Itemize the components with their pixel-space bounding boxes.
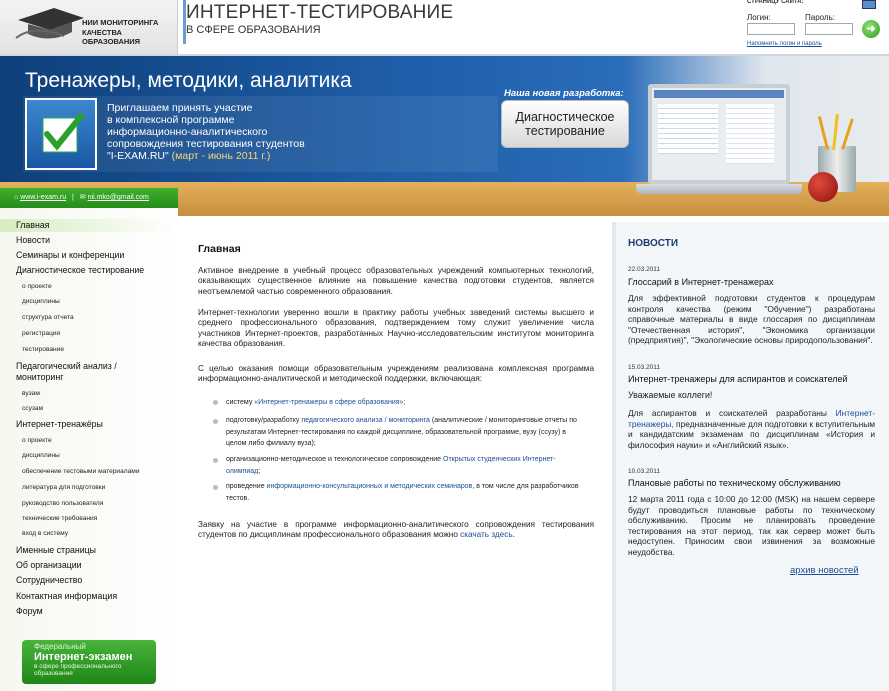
banner-text-line: сопровождения тестирования студентов <box>107 138 305 150</box>
news-archive-link[interactable]: архив новостей <box>790 565 859 576</box>
bullet-dot <box>213 400 218 405</box>
news-text-part: Для аспирантов и соискателей разработаны <box>628 408 836 418</box>
nav-subitem-testing[interactable]: тестирование <box>22 346 65 353</box>
news-text: Для эффективной подготовки студентов к процедурам контроля качества (режим "Обучение") разработаны справочные материалы в виде глоссария по дисциплинам "Отечественная история", "Экономика организации (предприятия)", "Экологические основы природопользования". <box>628 293 875 346</box>
contacts-bar <box>0 188 178 208</box>
mail-icon: ✉ <box>79 194 88 201</box>
nav-subitem-disciplines[interactable]: дисциплины <box>22 298 60 305</box>
news-title: НОВОСТИ <box>628 238 679 249</box>
news-date: 10.03.2011 <box>628 468 661 475</box>
bullet-text: ; <box>403 399 406 406</box>
nav-item-seminars[interactable]: Семинары и конференции <box>16 250 125 260</box>
pencil-image <box>832 114 839 150</box>
bullet-text: организационно-методическое и технологическое сопровождение <box>226 456 444 463</box>
program-name: "I-EXAM.RU" <box>107 150 169 162</box>
news-text-part: предназначенные для подготовки к вступительным и кандидатским экзаменам по дисциплинам «История и философия науки» и «Английский язык». <box>628 418 876 450</box>
nav-item-diagnostic[interactable]: Диагностическое тестирование <box>16 265 145 275</box>
bullet-item <box>226 415 586 450</box>
news-text <box>628 408 875 450</box>
internet-tech-paragraph: Интернет-технологии уверенно вошли в практику работы учебных заведений системы высшего и среднего профессионального образования, подтверждением тому служит увеличение числа участников Интернет-проектов, разработанных Научно-исследовательским институтом мониторинга качества образования. <box>198 308 594 349</box>
login-input[interactable] <box>747 23 795 35</box>
federal-line2: Интернет-экзамен <box>34 651 133 663</box>
federal-line1: Федеральный <box>34 642 86 651</box>
trainers-news-link[interactable]: Интернет-тренажеры, <box>628 408 875 429</box>
bullet-dot <box>213 419 218 424</box>
logo-line1: НИИ МОНИТОРИНГА <box>82 18 159 27</box>
diagnostic-testing-button[interactable] <box>501 100 629 148</box>
password-label: Пароль: <box>805 13 835 22</box>
nav-subitem-about[interactable]: о проекте <box>22 283 52 290</box>
seminars-link[interactable]: информационно-консультационных и методических семинаров <box>266 483 473 490</box>
nav-subitem-trainers-disciplines[interactable]: дисциплины <box>22 452 60 459</box>
apple-image <box>808 172 838 202</box>
news-greeting: Уважаемые коллеги! <box>628 390 713 400</box>
new-dev-label: Наша новая разработка: <box>504 88 624 99</box>
download-link[interactable]: скачать здесь <box>460 530 513 540</box>
home-small-icon: ⌂ <box>14 194 21 201</box>
email-link[interactable]: nii.mko@gmail.com <box>87 194 149 201</box>
home-icon[interactable] <box>862 0 876 9</box>
trainers-link[interactable]: «Интернет-тренажеры в сфере образования» <box>254 399 404 406</box>
nav-subitem-registration[interactable]: регистрация <box>22 330 61 337</box>
nav-item-contacts[interactable]: Контактная информация <box>16 591 118 601</box>
bullet-item <box>226 397 586 409</box>
diag-button-line: Диагностическое <box>515 110 615 124</box>
logo[interactable] <box>0 0 178 54</box>
nav-item-cooperation[interactable]: Сотрудничество <box>16 575 83 585</box>
page-title: Главная <box>198 243 241 255</box>
nav-subitem-literature[interactable]: литература для подготовки <box>22 484 106 491</box>
login-form <box>747 0 889 54</box>
news-headline[interactable]: Интернет-тренажеры для аспирантов и соискателей <box>628 374 848 384</box>
nav-subitem-login[interactable]: вход в систему <box>22 530 69 537</box>
header <box>0 0 889 56</box>
application-paragraph <box>198 520 594 541</box>
federal-line3: в сфере профессионального <box>34 663 122 670</box>
password-input[interactable] <box>805 23 853 35</box>
news-text: 12 марта 2011 года с 10:00 до 12:00 (MSK) на нашем сервере будут проводиться плановые работы по техническому обслуживанию. Просим не планировать проведение тестирования на этот период, так как сервер может быть недоступен. Приносим свои извинения за возможные неудобства. <box>628 494 875 557</box>
banner-text-line: информационно-аналитического <box>107 126 268 138</box>
bullet-dot <box>213 458 218 463</box>
banner-text-line: в комплексной программе <box>107 114 235 126</box>
nav-subitem-report-structure[interactable]: структура отчета <box>22 314 74 321</box>
nav-subitem-test-materials[interactable]: обеспечение тестовыми материалами <box>22 468 140 475</box>
nav-item-forum[interactable]: Форум <box>16 606 43 616</box>
bullet-text: подготовку/разработку <box>226 417 302 424</box>
nav-subitem-tech-req[interactable]: технические требования <box>22 515 98 522</box>
application-text: Заявку на участие в программе информационно-аналитического сопровождения тестирования студентов по дисциплинам профессионального образования можно <box>198 520 594 540</box>
news-headline[interactable]: Глоссарий в Интернет-тренажерах <box>628 277 774 287</box>
bullet-text: (аналитические / мониторинговые отчеты по результатам Интернет-тестирования по каждой дисциплине, образовательной программе, вузу (ссузу) в целом либо филиалу вуза); <box>226 417 577 447</box>
program-dates: (март - июнь 2011 г.) <box>168 150 271 162</box>
nav-item-trainers[interactable]: Интернет-тренажёры <box>16 419 103 429</box>
laptop-base-image <box>636 184 802 194</box>
bullet-text: систему <box>226 399 255 406</box>
banner-title: Тренажеры, методики, аналитика <box>25 69 352 92</box>
nav-subitem-trainers-about[interactable]: о проекте <box>22 437 52 444</box>
remind-password-link[interactable]: Напомнить логин и пароль <box>747 41 822 47</box>
news-date: 22.03.2011 <box>628 266 661 273</box>
graduation-cap-icon <box>14 4 86 44</box>
federal-line4: образования <box>34 670 73 677</box>
olympiads-link[interactable]: Открытых студенческих Интернет-олимпиад <box>226 456 556 475</box>
nav-item-named-pages[interactable]: Именные страницы <box>16 545 96 555</box>
pencil-image <box>841 118 854 149</box>
nav-subitem-user-guide[interactable]: руководство пользователя <box>22 500 104 507</box>
news-headline[interactable]: Плановые работы по техническому обслуживанию <box>628 478 841 488</box>
federal-exam-banner[interactable] <box>22 640 156 684</box>
bullet-text: проведение <box>226 483 267 490</box>
site-link[interactable]: www.i-exam.ru <box>20 194 67 201</box>
bullet-text: ; <box>258 467 261 475</box>
nav-subitem-colleges[interactable]: ссузам <box>22 405 44 412</box>
login-label: Логин: <box>747 13 771 22</box>
nav-item-about-org[interactable]: Об организации <box>16 560 82 570</box>
site-subtitle: В СФЕРЕ ОБРАЗОВАНИЯ <box>186 24 321 36</box>
nav-item-ped-analysis-cont[interactable]: мониторинг <box>16 372 64 382</box>
banner-text <box>107 102 367 162</box>
checkbox-icon <box>25 98 97 170</box>
pencil-image <box>818 116 829 150</box>
news-date: 15.03.2011 <box>628 364 661 371</box>
logo-line2: КАЧЕСТВА ОБРАЗОВАНИЯ <box>82 28 141 46</box>
bullet-text: , в том числе для разработчиков тестов. <box>226 483 579 502</box>
nav-item-ped-analysis[interactable]: Педагогический анализ / <box>16 361 117 371</box>
bullet-dot <box>213 485 218 490</box>
nav-item-home[interactable]: Главная <box>0 219 178 232</box>
page-partial-text: СТРАНИЦУ САЙТА: <box>747 0 804 5</box>
banner-text-line: Приглашаем принять участие <box>107 102 253 114</box>
bullet-item <box>226 454 586 477</box>
laptop-screen-image <box>648 84 790 184</box>
nav-item-news[interactable]: Новости <box>16 235 51 245</box>
nav-subitem-universities[interactable]: вузам <box>22 390 40 397</box>
site-title: ИНТЕРНЕТ-ТЕСТИРОВАНИЕ <box>186 2 454 23</box>
ped-analysis-link[interactable]: педагогического анализа / мониторинга <box>301 417 430 424</box>
diag-button-line: тестирование <box>525 124 605 138</box>
application-text: . <box>512 530 515 540</box>
bullet-item <box>226 481 586 504</box>
intro-paragraph: Активное внедрение в учебный процесс образовательных учреждений компьютерных технологий, оказывающих существенное влияние на повышение качества подготовки студентов, является неотъемлемой частью современного образования. <box>198 266 594 296</box>
login-arrow-button[interactable]: ➜ <box>862 20 880 38</box>
program-paragraph: С целью оказания помощи образовательным учреждениям реализована комплексная программа информационно-аналитической и методической поддержки, включающая: <box>198 364 594 384</box>
contacts-separator: | <box>72 194 74 201</box>
